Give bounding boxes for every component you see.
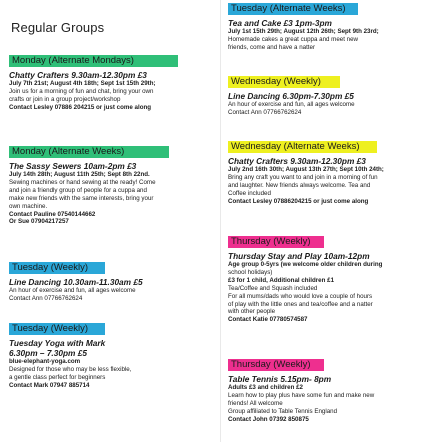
group-title: Table Tennis 5.15pm- 8pm [228,374,332,384]
group-line: For all mums/dads who would love a couple of hours [228,292,373,300]
group-line: a gentle class perfect for beginners [9,373,106,381]
group-line: Group affiliated to Table Tennis England [228,407,338,415]
group-line: July 2nd 16th 30th; August 13th 27th; Sept 10th 24th; [228,166,384,173]
day-band: Tuesday (Alternate Weeks) [228,3,358,15]
group-line: friends, come and have a natter [228,43,316,51]
day-band: Tuesday (Weekly) [9,323,105,335]
day-band: Tuesday (Weekly) [9,262,105,274]
group-line: and join a friendly group of people for a cuppa and [9,186,147,194]
group-line: July 7th 21st; August 4th 18th; Sept 1st 15th 29th; [9,80,156,87]
group-contact: Contact Lesley 07886 204215 or just come along [9,103,152,111]
day-band: Thursday (Weekly) [228,359,324,371]
group-thursday-stay-and-play [228,236,420,324]
group-title: Tea and Cake £3 1pm-3pm [228,18,332,28]
group-contact: Contact Pauline 07540144662 [9,210,96,218]
group-line: An hour of exercise and fun, all ages welcome [9,287,136,294]
group-line: friends! All welcome [228,399,283,407]
group-tuesday-line-dancing [9,262,209,303]
group-line: Contact Ann 07766762624 [228,108,302,116]
group-title-time: 6.30pm – 7.30pm £5 [9,348,87,358]
group-title: Chatty Crafters 9.30am-12.30pm £3 [9,70,147,80]
group-line: make new friends with the same interests, bring your [9,194,154,202]
group-title: Tuesday Yoga with Mark [9,338,106,348]
group-wednesday-chatty-crafters [228,141,420,206]
day-band: Wednesday (Weekly) [228,76,340,88]
group-line: Homemade cakes a great cuppa and meet new [228,35,359,43]
group-tuesday-tea-and-cake [228,3,420,52]
group-line: school holidays) [228,268,273,276]
group-line: Age group 0-5yrs (we welcome older children during [228,261,383,268]
page-title: Regular Groups [11,20,105,35]
group-line: of play with the little ones and tea/coffee and a natter [228,300,373,308]
group-line: Adults £3 and children £2 [228,384,303,391]
group-contact: Contact Mark 07947 885714 [9,381,90,389]
group-line: Sewing machines or hand sewing at the ready! Come [9,178,156,186]
day-band: Thursday (Weekly) [228,236,324,248]
group-line: with other people [228,308,276,316]
group-line: Designed for those who may be less flexible, [9,365,132,373]
column-divider [220,0,221,442]
day-band: Wednesday (Alternate Weeks) [228,141,377,153]
day-band: Monday (Alternate Weeks) [9,146,169,158]
group-title: The Sassy Sewers 10am-2pm £3 [9,161,137,171]
group-line: Coffee included [228,189,271,197]
group-monday-sassy-sewers [9,146,209,226]
group-line: Join us for a morning of fun and chat, bring your own [9,87,154,95]
group-line: Bring any craft you want to and join in a morning of fun [228,173,378,181]
group-wednesday-line-dancing [228,76,420,117]
group-title: Chatty Crafters 9.30am-12.30pm £3 [228,156,366,166]
group-line: and laughter. New friends always welcome. Tea and [228,181,371,189]
group-thursday-table-tennis [228,359,420,424]
group-line: Learn how to play plus have some fun and make new [228,391,375,399]
group-contact: Or Sue 07904217257 [9,218,69,226]
group-line: blue-elephant-yoga.com [9,358,81,365]
group-line: Tea/Coffee and Squash included [228,284,318,292]
group-line: Contact Ann 07766762624 [9,294,83,302]
group-title: Line Dancing 6.30pm-7.30pm £5 [228,91,354,101]
day-band: Monday (Alternate Mondays) [9,55,178,67]
group-line: own machine. [9,202,48,210]
group-contact: Contact Katie 07780574587 [228,316,308,324]
group-title: Thursday Stay and Play 10am-12pm [228,251,370,261]
group-monday-chatty-crafters [9,55,209,112]
group-line: An hour of exercise and fun, all ages welcome [228,101,355,108]
group-tuesday-yoga [9,323,209,390]
group-contact: Contact Lesley 07886204215 or just come along [228,197,369,205]
group-line: July 1st 15th 29th; August 12th 26th; Sept 9th 23rd; [228,28,379,35]
group-line: £3 for 1 child, Additional children £1 [228,276,335,284]
group-contact: Contact John 07392 850875 [228,415,309,423]
group-line: crafts or join in a group project/workshop [9,95,121,103]
group-line: July 14th 28th; August 11th 25th; Sept 8th 22nd. [9,171,150,178]
group-title: Line Dancing 10.30am-11.30am £5 [9,277,143,287]
